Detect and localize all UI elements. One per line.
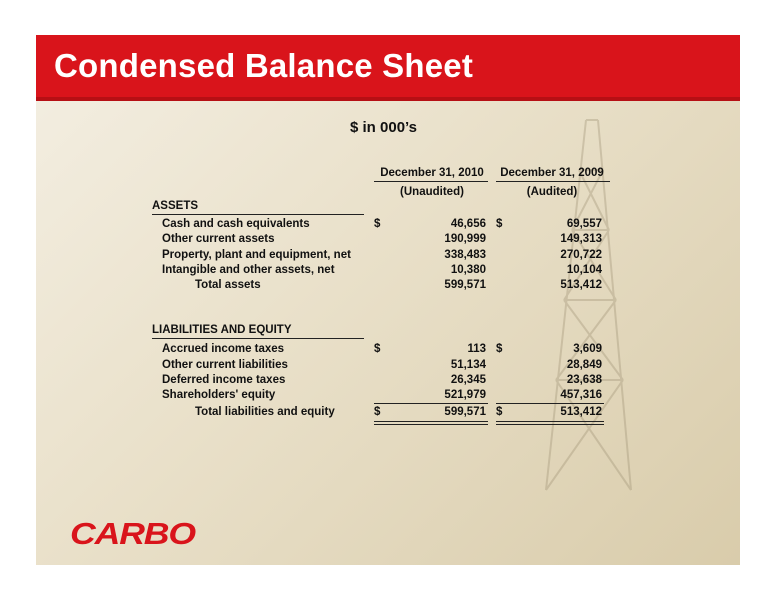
slide-title: Condensed Balance Sheet — [54, 47, 474, 84]
liability-row-label: Deferred income taxes — [162, 374, 286, 386]
total-assets-label: Total assets — [195, 279, 261, 291]
asset-value-2010: 338,483 — [444, 249, 486, 261]
column-underline-2009 — [496, 181, 610, 182]
asset-value-2010: 10,380 — [450, 264, 486, 276]
currency-symbol: $ — [496, 218, 503, 230]
units-subtitle: $ in 000’s — [350, 119, 417, 136]
column-date-2010: December 31, 2010 — [380, 167, 484, 179]
liability-value-2009: 457,316 — [560, 389, 602, 401]
column-status-2009: (Audited) — [526, 186, 578, 198]
column-status-2010: (Unaudited) — [400, 186, 464, 198]
carbo-logo: CARBO — [70, 516, 195, 551]
double-rule-bottom-2009 — [496, 424, 604, 425]
liability-value-2010: 51,134 — [450, 359, 486, 371]
total-liabilities-2010: 599,571 — [444, 406, 486, 418]
asset-value-2010: 46,656 — [450, 218, 486, 230]
asset-value-2009: 149,313 — [560, 233, 602, 245]
liabilities-heading-rule — [152, 338, 364, 339]
currency-symbol: $ — [374, 406, 381, 418]
currency-symbol: $ — [374, 218, 381, 230]
double-rule-top-2010 — [374, 421, 488, 422]
asset-value-2009: 10,104 — [566, 264, 602, 276]
liability-value-2010: 26,345 — [450, 374, 486, 386]
asset-row-label: Cash and cash equivalents — [162, 218, 310, 230]
double-rule-top-2009 — [496, 421, 604, 422]
liability-value-2009: 28,849 — [566, 359, 602, 371]
currency-symbol: $ — [496, 406, 503, 418]
liabilities-heading: LIABILITIES AND EQUITY — [152, 324, 292, 336]
asset-value-2009: 270,722 — [560, 249, 602, 261]
liability-row-label: Shareholders' equity — [162, 389, 276, 401]
asset-row-label: Property, plant and equipment, net — [162, 249, 351, 261]
column-underline-2010 — [374, 181, 488, 182]
subtotal-rule-2009 — [496, 403, 604, 404]
double-rule-bottom-2010 — [374, 424, 488, 425]
title-bar — [36, 35, 740, 101]
currency-symbol: $ — [374, 343, 381, 355]
subtotal-rule-2010 — [374, 403, 488, 404]
liability-value-2010: 521,979 — [444, 389, 486, 401]
assets-heading: ASSETS — [152, 200, 199, 212]
currency-symbol: $ — [496, 343, 503, 355]
asset-row-label: Other current assets — [162, 233, 275, 245]
total-liabilities-2009: 513,412 — [560, 406, 602, 418]
liability-value-2009: 3,609 — [573, 343, 602, 355]
column-date-2009: December 31, 2009 — [500, 167, 604, 179]
asset-value-2010: 190,999 — [444, 233, 486, 245]
total-assets-2009: 513,412 — [560, 279, 602, 291]
liability-row-label: Other current liabilities — [162, 359, 288, 371]
total-liabilities-label: Total liabilities and equity — [195, 406, 335, 418]
asset-value-2009: 69,557 — [566, 218, 602, 230]
liability-row-label: Accrued income taxes — [162, 343, 285, 355]
liability-value-2010: 113 — [467, 343, 486, 355]
asset-row-label: Intangible and other assets, net — [162, 264, 335, 276]
total-assets-2010: 599,571 — [444, 279, 486, 291]
liability-value-2009: 23,638 — [566, 374, 602, 386]
assets-heading-rule — [152, 214, 364, 215]
slide — [36, 35, 740, 565]
